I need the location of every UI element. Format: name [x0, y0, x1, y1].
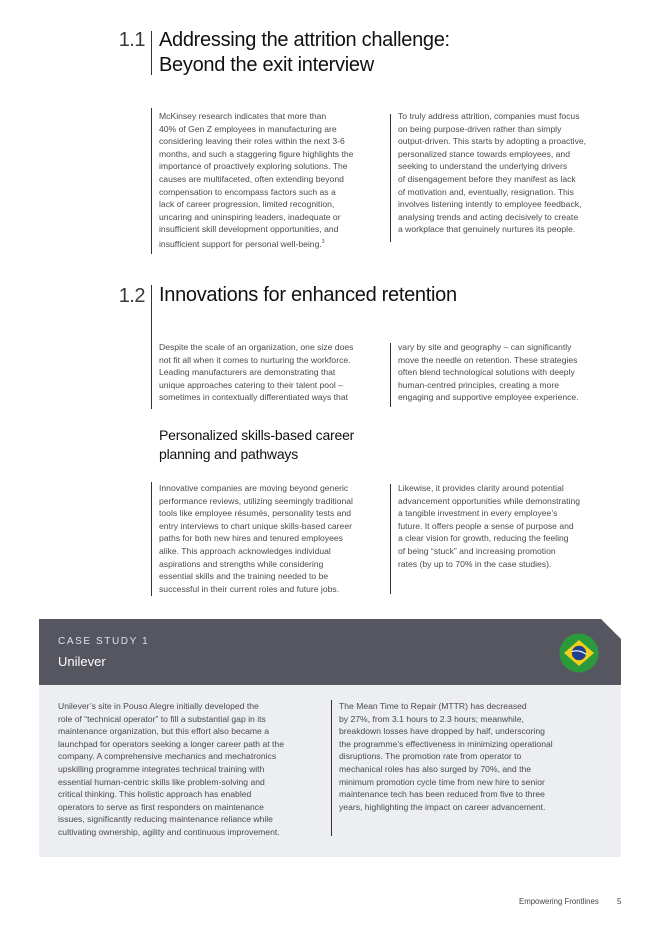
page-number: 5 [617, 897, 622, 906]
body-column [398, 341, 624, 404]
case-study-label: CASE STUDY 1 [58, 636, 150, 647]
case-study-column [58, 700, 323, 839]
body-column [159, 341, 387, 404]
section-title [159, 28, 450, 78]
paragraph: To truly address attrition, companies must focus on being purpose-driven rather than simply output-driven. This starts by adopting a proactive, personalized stance towards employees, and seeking to understand the underlying drivers of disengagement before they manifest as lack of motivation and, eventually, resignation. This involves listening intently to employee feedback, analysing trends and acting decisively to create a workplace that genuinely nurtures its people. [398, 111, 587, 235]
page-corner-cut [601, 619, 621, 639]
subheading-line: planning and pathways [159, 446, 299, 462]
footer-title: Empowering Frontlines [519, 897, 599, 906]
column-rule [151, 108, 152, 254]
paragraph: vary by site and geography – can significantly move the needle on retention. These strategies often blend technological solutions with deeply human-centred principles, creating a more engaging and supportive employee experience. [398, 342, 579, 403]
body-column [398, 482, 624, 570]
case-study-company: Unilever [58, 654, 106, 669]
paragraph: Likewise, it provides clarity around potential advancement opportunities while demonstrating a tangible investment in every employee’s future. It offers people a sense of purpose and a clear vision for growth, reducing the feeling of being “stuck” and increasing promotion rates (by up to 70% in the case studies). [398, 483, 581, 569]
case-study-column [339, 700, 609, 813]
body-column [159, 482, 387, 595]
column-rule [151, 482, 152, 596]
body-column [398, 110, 624, 236]
section-divider [151, 31, 152, 75]
footnote-marker: 3 [321, 238, 325, 245]
column-rule [390, 114, 391, 242]
column-rule [390, 484, 391, 594]
paragraph: The Mean Time to Repair (MTTR) has decreased by 27%, from 3.1 hours to 2.3 hours; meanwhile, breakdown losses have dropped by half, underscoring the programme’s effectiveness in minimizing operational disruptions. The promotion rate from operator to mechanical roles has also surged by 70%, and the minimum promotion cycle time from new hire to senior maintenance tech has been reduced from five to three years, highlighting the impact on career advancement. [339, 701, 553, 812]
section-number: 1.2 [118, 285, 145, 307]
column-rule [390, 343, 391, 407]
section-title: Innovations for enhanced retention [159, 284, 457, 306]
subheading-line: Personalized skills-based career [159, 427, 355, 443]
paragraph: Unilever’s site in Pouso Alegre initially developed the role of “technical operator” to fill a substantial gap in its maintenance organization, but this effort also became a launchpad for operators seeking a longer career path at the company. A comprehensive mechanics and mechatronics upskilling programme integrates technical training with essential human-centric skills like problem-solving and critical thinking. This holistic approach has enabled operators to serve as first responders on maintenance issues, significantly reducing maintenance reliance while cultivating ownership, agility and continuous improvement. [58, 701, 284, 837]
case-study-header [39, 619, 621, 685]
subheading [159, 426, 354, 464]
section-title-line: Beyond the exit interview [159, 54, 374, 76]
section-number: 1.1 [118, 29, 145, 51]
column-rule [331, 700, 332, 836]
section-divider [151, 285, 152, 409]
section-title-line: Addressing the attrition challenge: [159, 29, 450, 51]
paragraph: Despite the scale of an organization, one size does not fit all when it comes to nurturing the workforce. Leading manufacturers are demonstrating that unique approaches catering to their talent pool – sometimes in contextually differentiated ways that [159, 342, 354, 403]
paragraph: Innovative companies are moving beyond generic performance reviews, utilizing seemingly traditional tools like employee résumés, personality tests and entry interviews to chart unique skills-based career paths for both new hires and tenured employees alike. This approach acknowledges individual aspirations and strengths while considering essential skills and the training needed to be successful in their current roles and future jobs. [159, 483, 353, 594]
paragraph: McKinsey research indicates that more than 40% of Gen Z employees in manufacturing are considering leaving their roles within the next 3-6 months, and such a staggering figure highlights the importance of proactively exploring solutions. The causes are multifaceted, often extending beyond compensation to encompass factors such as a lack of career progression, limited recognition, uncaring and uninspiring leaders, inadequate or insufficient skill development opportunities, and insufficient support for personal well-being.$^3$ [159, 111, 354, 249]
brazil-flag-icon [559, 633, 599, 673]
body-column [159, 110, 387, 250]
